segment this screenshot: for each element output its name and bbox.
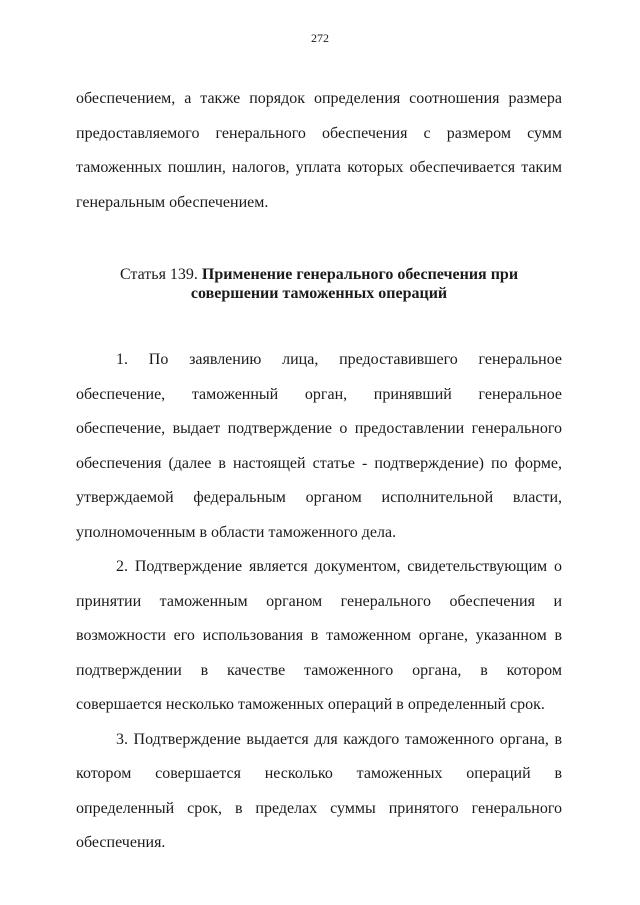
intro-paragraph: обеспечением, а также порядок определения соотношения размера предоставляемого генерального обеспечения с размером сумм таможенных пошлин, налогов, уплата которых обеспечивается таким генеральным обеспечением. bbox=[76, 90, 562, 211]
article-number: Статья 139. bbox=[119, 266, 202, 283]
paragraph-3: 3. Подтверждение выдается для каждого таможенного органа, в котором совершается несколько таможенных операций в определенный срок, в пределах суммы принятого генерального обеспечения. bbox=[76, 730, 562, 851]
paragraph-2: 2. Подтверждение является документом, свидетельствующим о принятии таможенным органом генерального обеспечения и возможности его использования в таможенном органе, указанном в подтверждении в качестве таможенного органа, в котором совершается несколько таможенных операций в определенный срок. bbox=[76, 558, 562, 713]
article-heading bbox=[76, 265, 562, 303]
document-body bbox=[76, 82, 562, 861]
page-number: 272 bbox=[311, 31, 329, 45]
article-title-line2: совершении таможенных операций bbox=[190, 285, 448, 302]
paragraph-1: 1. По заявлению лица, предоставившего генеральное обеспечение, таможенный орган, принявший генеральное обеспечение, выдает подтверждение о предоставлении генерального обеспечения (далее в настоящей статье - подтверждение) по форме, утверждаемой федеральным органом исполнительной власти, уполномоченным в области таможенного дела. bbox=[76, 351, 562, 541]
article-title-line1: Применение генерального обеспечения при bbox=[201, 266, 519, 283]
